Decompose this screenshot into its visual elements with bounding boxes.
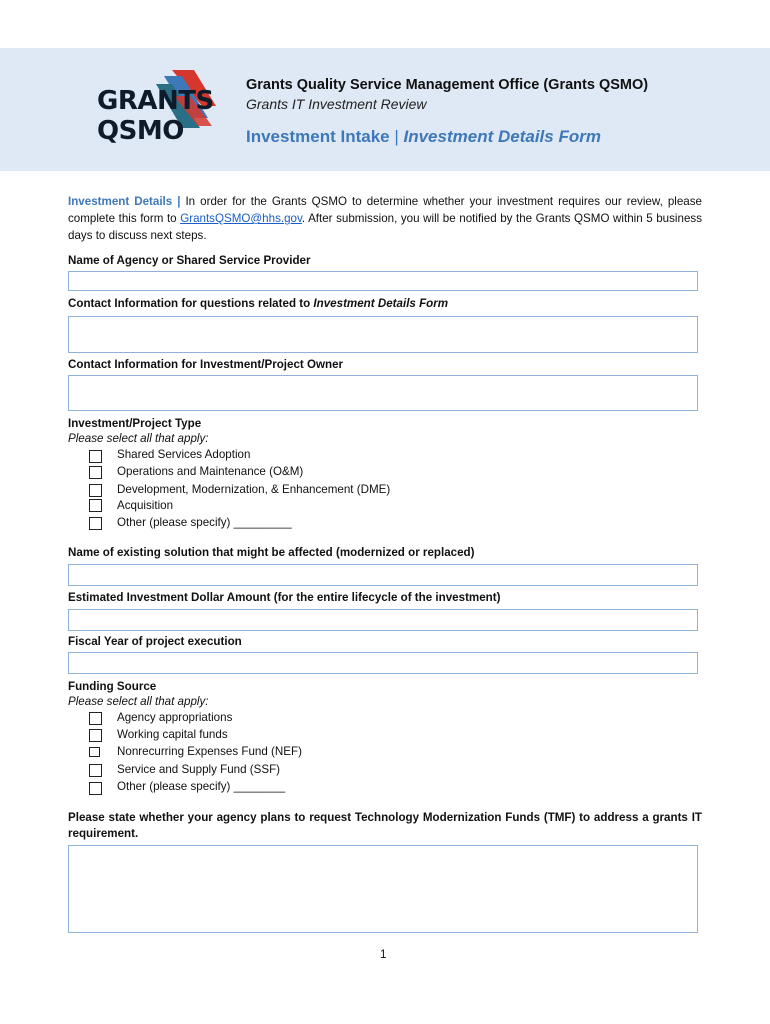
project-type-option-0: Shared Services Adoption bbox=[117, 448, 251, 461]
page-top-margin bbox=[0, 0, 770, 48]
page-number: 1 bbox=[380, 948, 387, 961]
checkbox-project-type-4[interactable] bbox=[89, 517, 102, 530]
dollar-amount-label: Estimated Investment Dollar Amount (for the entire lifecycle of the investment) bbox=[68, 591, 501, 604]
fiscal-year-label: Fiscal Year of project execution bbox=[68, 635, 242, 648]
checkbox-project-type-1[interactable] bbox=[89, 466, 102, 479]
checkbox-funding-1[interactable] bbox=[89, 729, 102, 742]
existing-solution-label: Name of existing solution that might be affected (modernized or replaced) bbox=[68, 546, 475, 559]
review-title: Grants IT Investment Review bbox=[246, 96, 427, 112]
office-title: Grants Quality Service Management Office (Grants QSMO) bbox=[246, 77, 649, 93]
logo-text-grants: GRANTS bbox=[97, 86, 214, 116]
form-title bbox=[246, 127, 601, 147]
project-type-instruction: Please select all that apply: bbox=[68, 432, 209, 445]
checkbox-funding-2[interactable] bbox=[89, 747, 100, 757]
agency-label: Name of Agency or Shared Service Provider bbox=[68, 254, 311, 267]
checkbox-project-type-0[interactable] bbox=[89, 450, 102, 463]
project-type-option-3: Acquisition bbox=[117, 499, 174, 512]
agency-field[interactable] bbox=[68, 271, 698, 291]
checkbox-funding-3[interactable] bbox=[89, 764, 102, 777]
form-title-part1: Investment Intake bbox=[246, 127, 390, 146]
funding-option-3: Service and Supply Fund (SSF) bbox=[117, 763, 281, 776]
logo-text-qsmo: QSMO bbox=[97, 116, 184, 146]
contact-owner-label: Contact Information for Investment/Project Owner bbox=[68, 358, 344, 371]
checkbox-funding-0[interactable] bbox=[89, 712, 102, 725]
project-type-label: Investment/Project Type bbox=[68, 417, 202, 430]
funding-option-4: Other (please specify) ________ bbox=[117, 780, 286, 793]
contact-owner-field[interactable] bbox=[68, 375, 698, 411]
project-type-option-1: Operations and Maintenance (O&M) bbox=[117, 465, 304, 478]
contact-form-field[interactable] bbox=[68, 316, 698, 353]
project-type-option-2: Development, Modernization, & Enhancement (DME) bbox=[117, 483, 391, 496]
contact-form-label bbox=[68, 297, 448, 310]
intro-text-after: . After submission, you will be notified by the Grants QSMO within 5 business days to discuss next steps. bbox=[68, 212, 702, 242]
grants-qsmo-logo bbox=[94, 66, 234, 156]
form-title-separator: | bbox=[394, 127, 399, 146]
email-link[interactable]: GrantsQSMO@hhs.gov bbox=[180, 212, 302, 225]
contact-form-label-prefix: Contact Information for questions related to bbox=[68, 297, 314, 310]
funding-option-1: Working capital funds bbox=[117, 728, 228, 741]
intro-paragraph bbox=[68, 193, 702, 244]
checkbox-project-type-3[interactable] bbox=[89, 499, 102, 512]
checkbox-funding-4[interactable] bbox=[89, 782, 102, 795]
existing-solution-field[interactable] bbox=[68, 564, 698, 586]
contact-form-label-italic: Investment Details Form bbox=[313, 297, 449, 310]
tmf-label: Please state whether your agency plans to request Technology Modernization Funds (TMF) to address a grants IT requirement. bbox=[68, 811, 702, 840]
fiscal-year-field[interactable] bbox=[68, 652, 698, 674]
funding-option-0: Agency appropriations bbox=[117, 711, 233, 724]
funding-option-2: Nonrecurring Expenses Fund (NEF) bbox=[117, 745, 302, 758]
form-title-part2: Investment Details Form bbox=[403, 127, 601, 146]
project-type-option-4: Other (please specify) _________ bbox=[117, 516, 292, 529]
checkbox-project-type-2[interactable] bbox=[89, 484, 102, 497]
intro-text-before: In order for the Grants QSMO to determine whether your investment requires our review, please complete this form to bbox=[68, 195, 702, 225]
intro-lead: Investment Details | bbox=[68, 195, 181, 208]
funding-source-instruction: Please select all that apply: bbox=[68, 695, 209, 708]
funding-source-label: Funding Source bbox=[68, 680, 157, 693]
tmf-field[interactable] bbox=[68, 845, 698, 933]
dollar-amount-field[interactable] bbox=[68, 609, 698, 631]
